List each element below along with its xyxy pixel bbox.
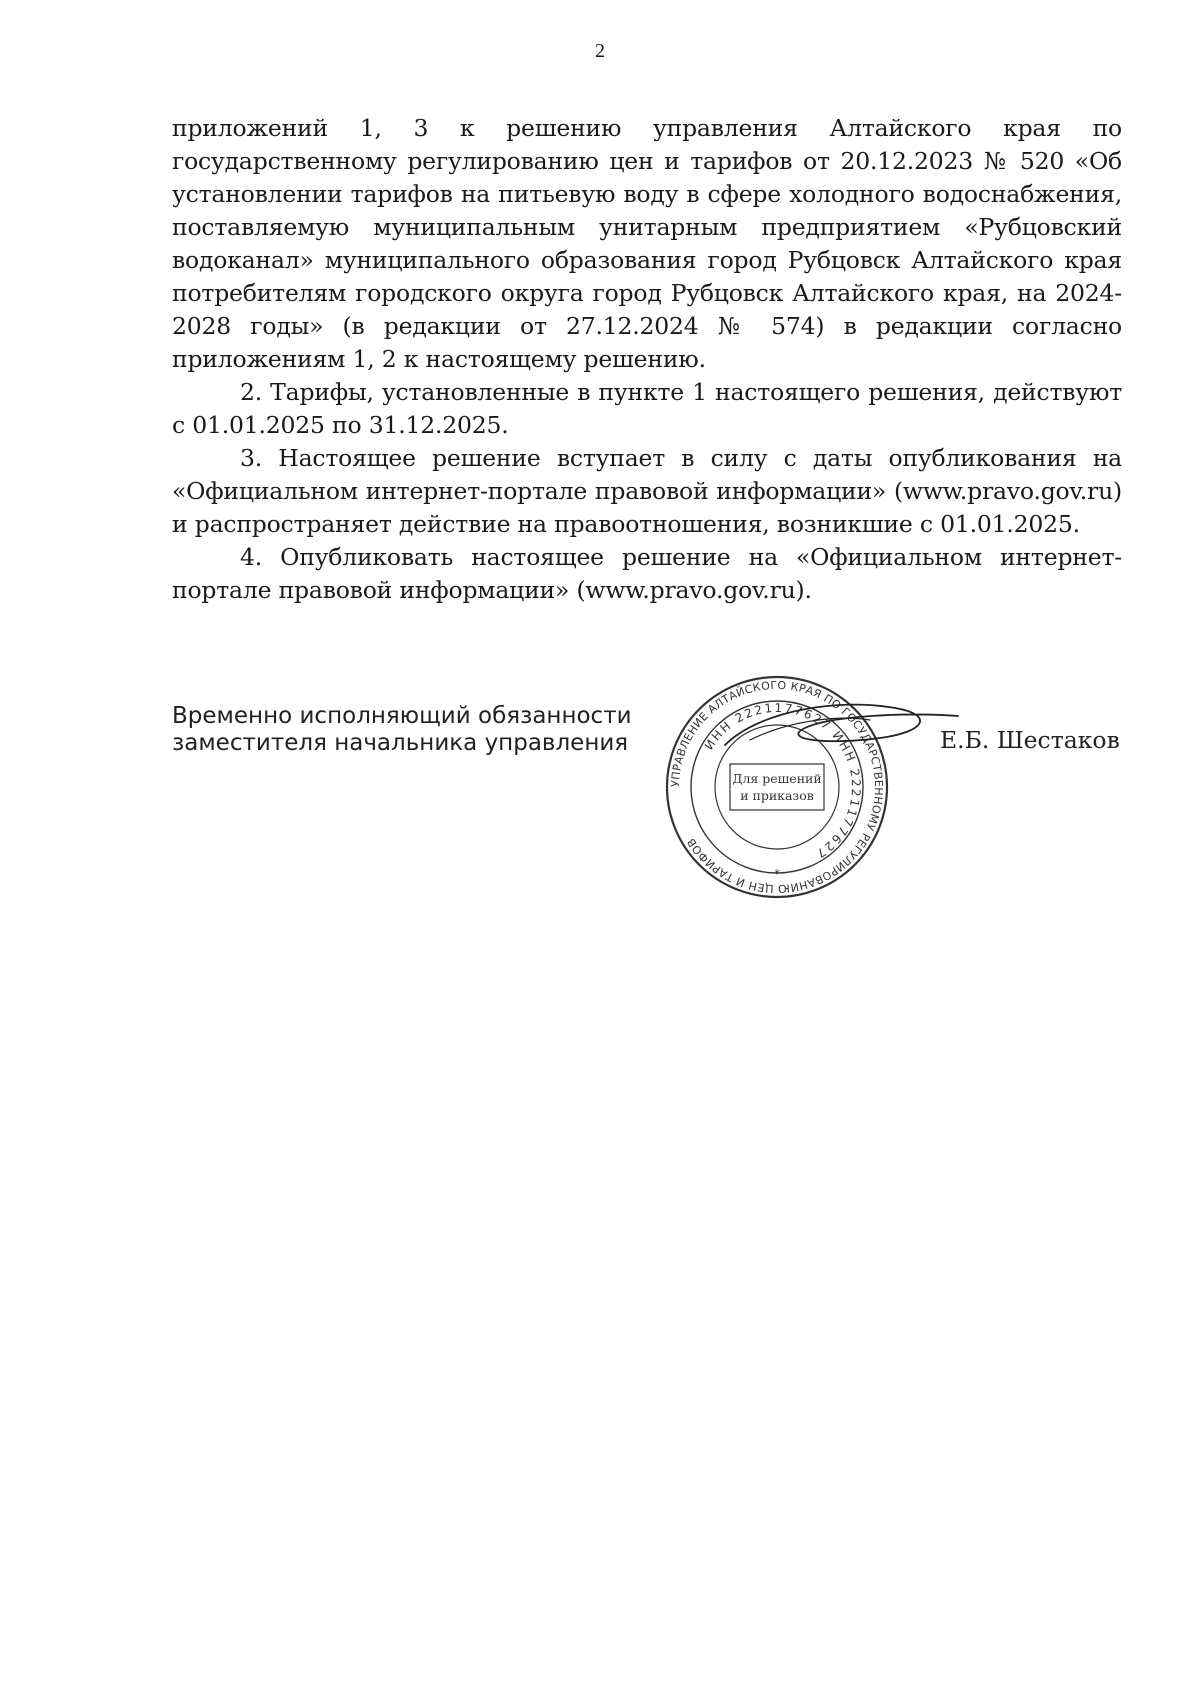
page-number: 2 <box>595 40 605 62</box>
signatory-title-line-2: заместителя начальника управления <box>172 730 629 756</box>
signatory-title-line-1: Временно исполняющий обязанности <box>172 703 632 729</box>
document-body <box>172 112 1122 607</box>
svg-text:*: * <box>774 867 780 881</box>
paragraph-3: 3. Настоящее решение вступает в силу с даты опубликования на «Официальном интернет-портале правовой информации» (www.pravo.gov.ru) и распространяет действие на правоотношения, возникшие с 01.01.2025. <box>172 444 1122 538</box>
paragraph-4: 4. Опубликовать настоящее решение на «Официальном интернет-портале правовой информации» (www.pravo.gov.ru). <box>172 543 1122 604</box>
signatory-title <box>172 703 632 757</box>
paragraph-1-continuation: приложений 1, 3 к решению управления Алтайского края по государственному регулированию цен и тарифов от 20.12.2023 № 520 «Об установлении тарифов на питьевую воду в сфере холодного водоснабжения, поставляемую муниципальным унитарным предприятием «Рубцовский водоканал» муниципального образования город Рубцовск Алтайского края потребителям городского округа город Рубцовск Алтайского края, на 2024-2028 годы» (в редакции от 27.12.2024 № 574) в редакции согласно приложениям 1, 2 к настоящему решению. <box>172 114 1122 373</box>
svg-text:УПРАВЛЕНИЕ АЛТАЙСКОГО КРАЯ ПО: УПРАВЛЕНИЕ АЛТАЙСКОГО КРАЯ ПО ГОСУДАРСТВЕННОМУ РЕГУЛИРОВАНИЮ ЦЕН И ТАРИФОВ <box>668 678 886 896</box>
stamp-center-line-2: и приказов <box>740 788 814 803</box>
paragraph-2: 2. Тарифы, установленные в пункте 1 настоящего решения, действуют с 01.01.2025 по 31.12.2025. <box>172 378 1122 439</box>
handwritten-signature <box>720 690 960 770</box>
svg-text:ИНН 2221177627 ИНН 222117762: ИНН 2221177627 ИНН 2221177627 <box>701 700 864 862</box>
stamp-center-line-1: Для решений <box>732 771 822 786</box>
signatory-name: Е.Б. Шестаков <box>940 726 1120 754</box>
